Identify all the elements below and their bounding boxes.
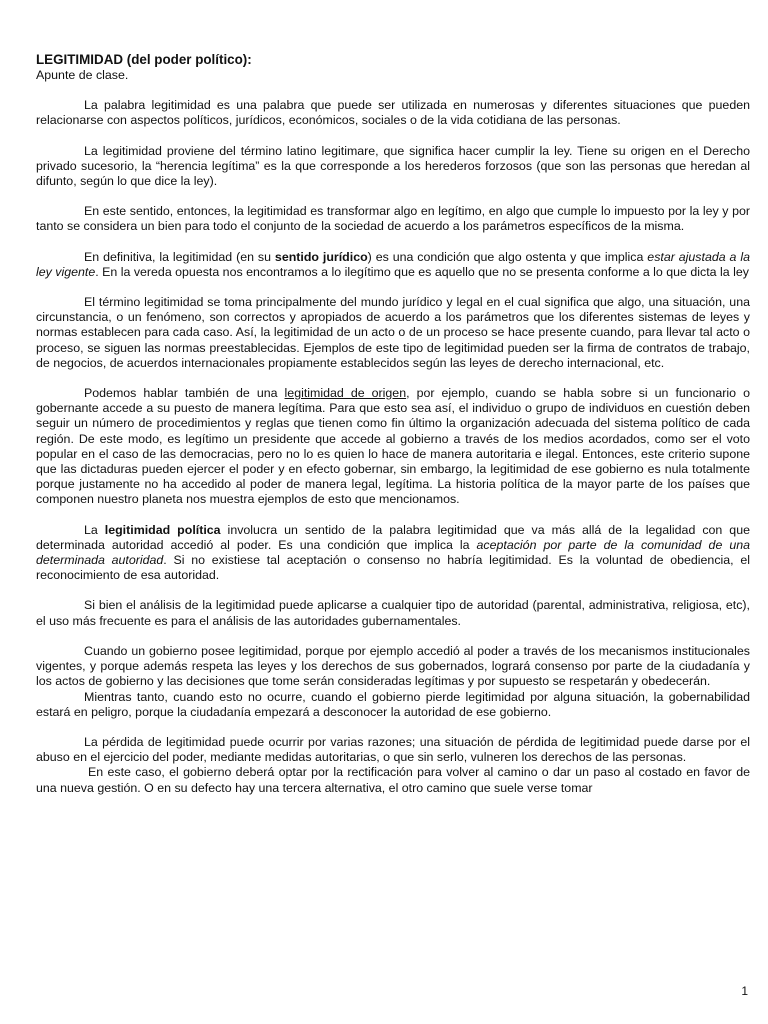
paragraph-4-text-e: . En la vereda opuesta nos encontramos a lo ilegítimo que es aquello que no se presenta conforme a lo que dicta la ley	[95, 264, 749, 279]
paragraph-4-text-c: ) es una condición que algo ostenta y que implica	[367, 249, 648, 264]
paragraph-6-text-a: Podemos hablar también de una	[84, 386, 285, 401]
document-page	[36, 52, 750, 811]
document-title: LEGITIMIDAD (del poder político):	[36, 52, 252, 67]
paragraph-10: Mientras tanto, cuando esto no ocurre, cuando el gobierno pierde legitimidad por alguna situación, la gobernabilidad estará en peligro, porque la ciudadanía empezará a desconocer la autoridad de ese gobierno.	[36, 689, 750, 719]
paragraph-7-text-a: La	[84, 522, 105, 537]
paragraph-7-text-e: . Si no existiese tal aceptación o consenso no habría legitimidad. Es la voluntad de obediencia, el reconocimiento de esa autoridad.	[36, 553, 750, 583]
paragraph-1: La palabra legitimidad es una palabra que puede ser utilizada en numerosas y diferentes situaciones que pueden relacionarse con aspectos políticos, jurídicos, económicos, sociales o de la vida cotidiana de las personas.	[36, 98, 750, 128]
paragraph-7-text-c: involucra un sentido de la palabra legitimidad que va más allá de la legalidad con que determinada autoridad accedió al poder. Es una condición que implica la	[36, 522, 750, 552]
paragraph-7-bold: legitimidad política	[104, 522, 221, 537]
paragraph-7	[36, 523, 750, 584]
paragraph-3: En este sentido, entonces, la legitimidad es transformar algo en legítimo, en algo que cumple lo impuesto por la ley y por tanto se considera un bien para todo el conjunto de la sociedad de acuerdo a los parámetros específicos de la misma.	[36, 204, 750, 234]
document-subtitle: Apunte de clase.	[36, 68, 129, 82]
paragraph-12: En este caso, el gobierno deberá optar por la rectificación para volver al camino o dar un paso al costado en favor de una nueva gestión. O en su defecto hay una tercera alternativa, el otro camino que suele verse tomar	[36, 765, 750, 795]
paragraph-6-underline: legitimidad de origen	[284, 386, 407, 401]
paragraph-7-italic: aceptación por parte de la comunidad de una determinada autoridad	[36, 537, 750, 568]
page-number: 1	[741, 984, 748, 998]
paragraph-6	[36, 386, 750, 508]
paragraph-4-bold: sentido jurídico	[274, 249, 368, 264]
paragraph-5: El término legitimidad se toma principalmente del mundo jurídico y legal en el cual significa que algo, una situación, una circunstancia, o un fenómeno, son correctos y apropiados de acuerdo a los parámetros que los diferentes sistemas de leyes y normas establecen para cada caso. Así, la legitimidad de un acto o de un proceso se hace presente cuando, para llevar tal acto o proceso, se siguen las normas preestablecidas. Ejemplos de este tipo de legitimidad pueden ser la firma de contratos de trabajo, de negocios, de acuerdos internacionales propiamente establecidos según las leyes de derecho internacional, etc.	[36, 295, 750, 370]
paragraph-4-italic: estar ajustada a la ley vigente	[36, 249, 750, 279]
paragraph-9: Cuando un gobierno posee legitimidad, porque por ejemplo accedió al poder a través de los mecanismos institucionales vigentes, y porque además respeta las leyes y los derechos de sus gobernados, logrará consenso por parte de la ciudadanía y los actos de gobierno y las decisiones que tome serán consideradas legítimas y por supuesto se respetarán y obedecerán.	[36, 643, 750, 689]
paragraph-8: Si bien el análisis de la legitimidad puede aplicarse a cualquier tipo de autoridad (parental, administrativa, religiosa, etc), el uso más frecuente es para el análisis de las autoridades gubernamentales.	[36, 598, 750, 628]
paragraph-2: La legitimidad proviene del término latino legitimare, que significa hacer cumplir la ley. Tiene su origen en el Derecho privado sucesorio, la “herencia legítima” es la que corresponde a los herederos forzosos (que son las personas que heredan al difunto, según lo que dice la ley).	[36, 143, 750, 189]
paragraph-11: La pérdida de legitimidad puede ocurrir por varias razones; una situación de pérdida de legitimidad puede darse por el abuso en el ejercicio del poder, mediante medidas autoritarias, o que sin serlo, vulneren los derechos de las personas.	[36, 734, 750, 765]
paragraph-4-text-a: En definitiva, la legitimidad (en su	[84, 249, 275, 264]
paragraph-6-text-c: , por ejemplo, cuando se habla sobre si un funcionario o gobernante accede a su puesto de manera legítima. Para que esto sea así, el individuo o grupo de individuos en cuestión deben seguir un número de procedimientos y reglas que tienen como fin último la organización adecuada del sistema político de cada región. De este modo, es legítimo un presidente que accede al gobierno a través de los medios acordados, como ser el voto popular en el caso de las democracias, pero no lo es quien lo hace de manera autoritaria e ilegal. Entonces, este criterio supone que las dictaduras pueden ejercer el poder y en efecto gobernar, sin embargo, la legitimidad de ese gobierno es nula totalmente porque justamente no ha accedido al poder de manera legal, legítima. La historia política de la mayor parte de los países que componen nuestro planeta nos muestra ejemplos de esto que mencionamos.	[36, 386, 750, 507]
paragraph-4	[36, 250, 750, 280]
